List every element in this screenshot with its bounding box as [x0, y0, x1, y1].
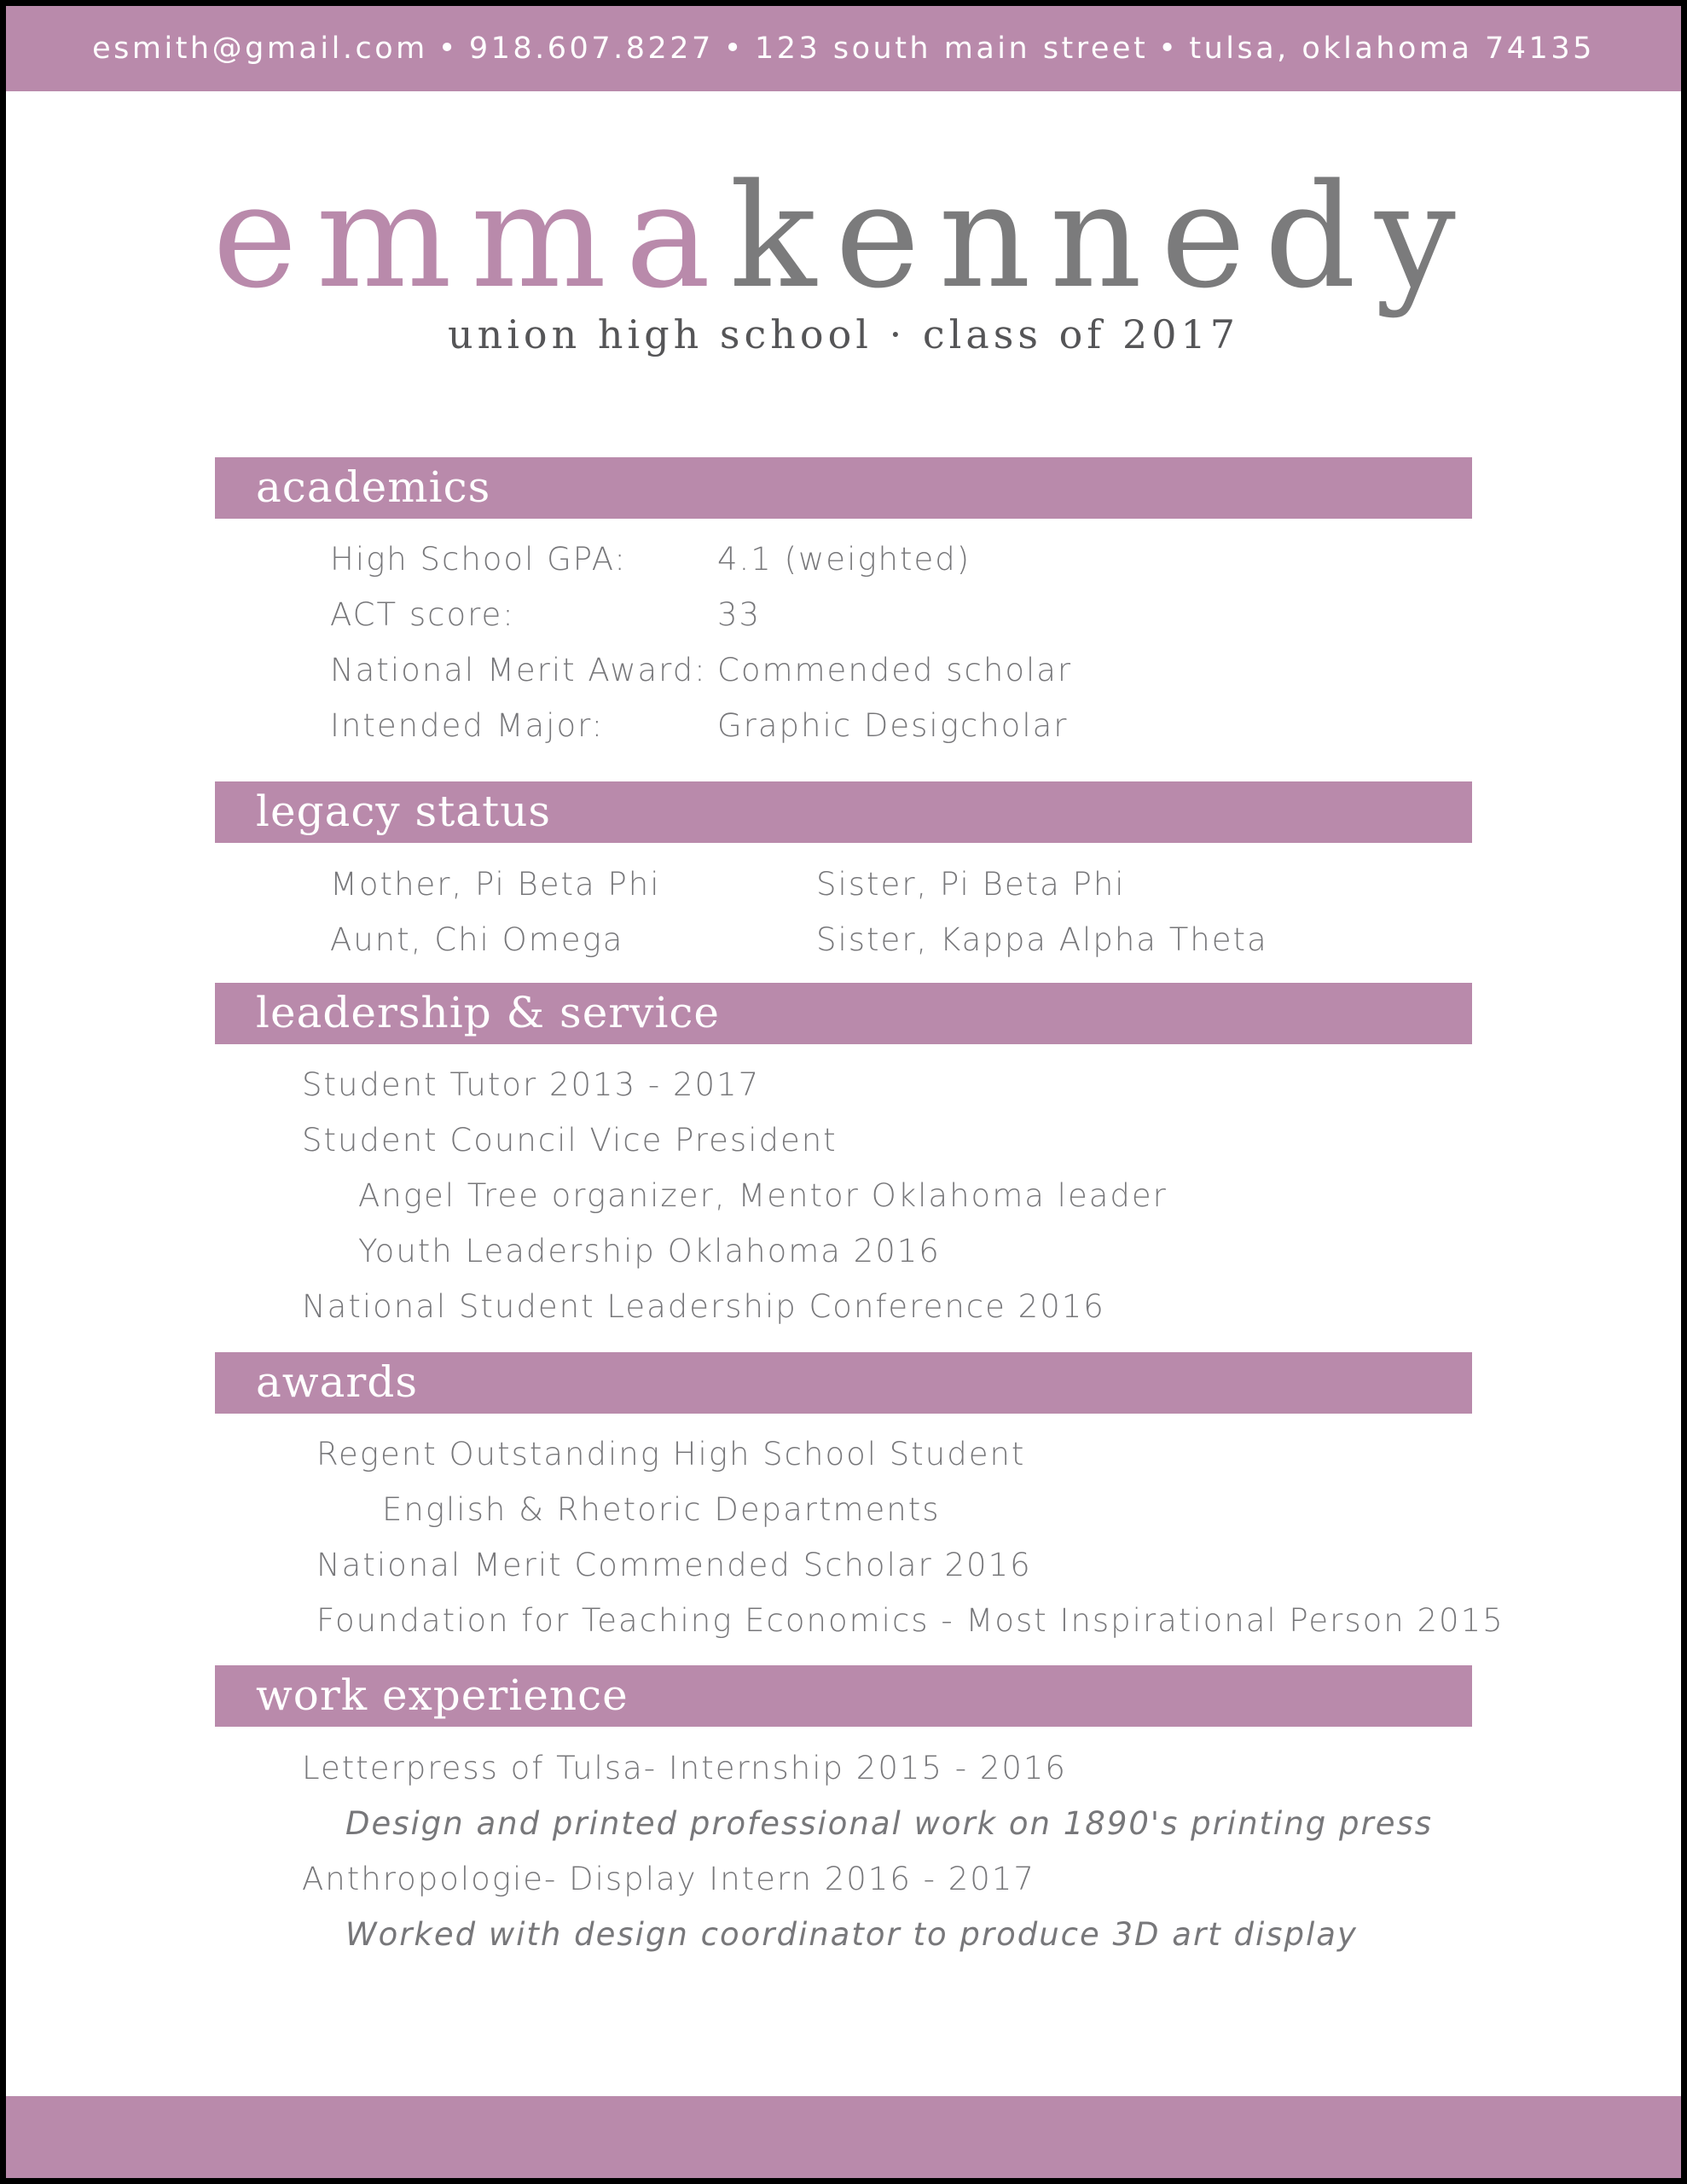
contact-email: esmith@gmail.com — [92, 32, 428, 66]
section-header-work-experience: work experience — [215, 1665, 1472, 1727]
contact-separator: • — [438, 32, 459, 66]
award-item: Regent Outstanding High School Student — [316, 1436, 1026, 1472]
academics-label: High School GPA: — [330, 541, 627, 578]
work-description: Design and printed professional work on 1890's printing press — [345, 1805, 1434, 1842]
contact-separator: • — [723, 32, 745, 66]
last-name: kennedy — [729, 153, 1475, 320]
award-item: Foundation for Teaching Economics - Most Inspirational Person 2015 — [316, 1602, 1504, 1639]
section-header-legacy-status: legacy status — [215, 781, 1472, 843]
full-name — [6, 151, 1681, 322]
academics-value: 4.1 (weighted) — [717, 541, 971, 578]
award-item: National Merit Commended Scholar 2016 — [316, 1547, 1032, 1583]
section-header-academics: academics — [215, 457, 1472, 519]
academics-label: National Merit Award: — [330, 652, 707, 688]
leadership-item: National Student Leadership Conference 2016 — [302, 1288, 1105, 1325]
academics-label: Intended Major: — [330, 707, 605, 744]
legacy-item: Sister, Pi Beta Phi — [816, 866, 1126, 903]
contact-city: tulsa, oklahoma 74135 — [1189, 32, 1595, 66]
academics-value: Commended scholar — [717, 652, 1073, 688]
footer-bar — [6, 2096, 1681, 2178]
legacy-item: Mother, Pi Beta Phi — [330, 866, 661, 903]
leadership-item: Student Tutor 2013 - 2017 — [302, 1066, 761, 1103]
academics-label: ACT score: — [330, 596, 515, 633]
leadership-subitem: Youth Leadership Oklahoma 2016 — [358, 1233, 941, 1269]
work-item: Anthropologie- Display Intern 2016 - 2017 — [302, 1861, 1035, 1897]
award-subitem: English & Rhetoric Departments — [382, 1491, 941, 1528]
leadership-subitem: Angel Tree organizer, Mentor Oklahoma leader — [358, 1177, 1168, 1214]
school-subtitle: union high school · class of 2017 — [447, 311, 1240, 357]
academics-value: 33 — [717, 596, 762, 633]
contact-bar — [6, 6, 1681, 91]
work-description: Worked with design coordinator to produce 3D art display — [345, 1916, 1358, 1953]
work-item: Letterpress of Tulsa- Internship 2015 - 2016 — [302, 1750, 1067, 1786]
first-name: emma — [212, 153, 730, 320]
leadership-item: Student Council Vice President — [302, 1122, 838, 1159]
contact-address: 123 south main street — [754, 32, 1149, 66]
academics-value: Graphic Desigcholar — [717, 707, 1069, 744]
legacy-item: Sister, Kappa Alpha Theta — [816, 921, 1268, 958]
contact-separator: • — [1158, 32, 1180, 66]
section-header-awards: awards — [215, 1352, 1472, 1414]
legacy-item: Aunt, Chi Omega — [330, 921, 624, 958]
section-header-leadership-service: leadership & service — [215, 983, 1472, 1044]
contact-phone: 918.607.8227 — [468, 32, 714, 66]
